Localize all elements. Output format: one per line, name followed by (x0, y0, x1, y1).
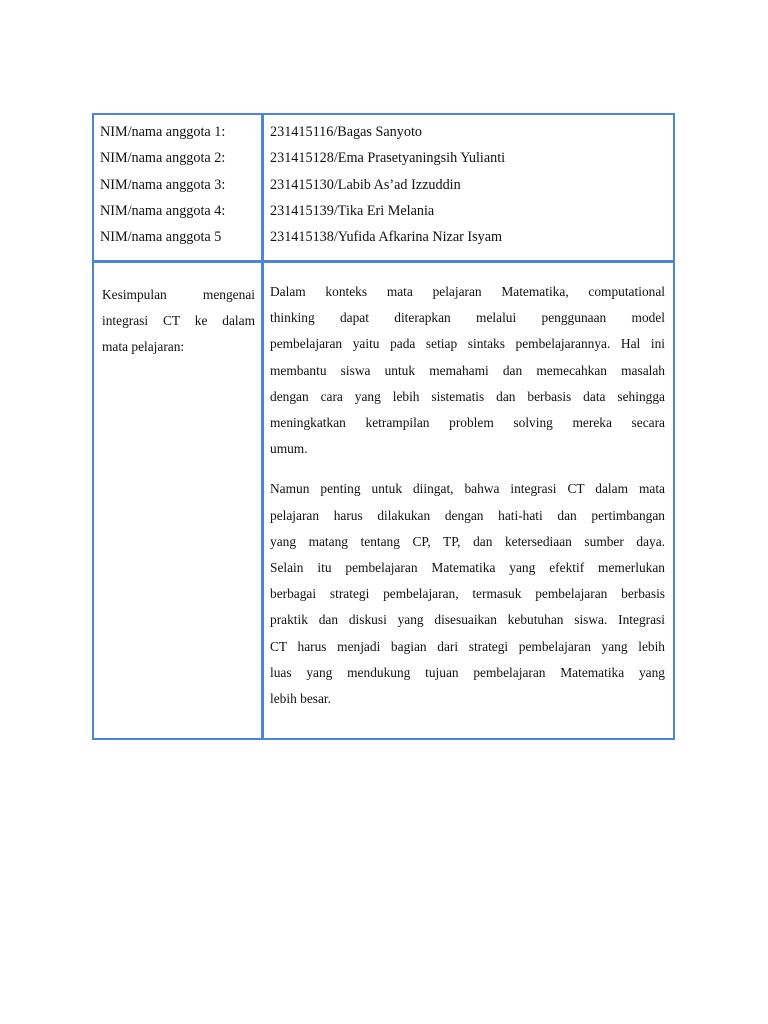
conclusion-paragraph-1 (270, 279, 665, 462)
paragraph-1-line: membantu siswa untuk memahami dan memecahkan masalah (270, 362, 665, 378)
conclusion-label-line-3: mata pelajaran: (102, 339, 185, 355)
member-label-4: NIM/nama anggota 4: (100, 202, 226, 219)
conclusion-text (264, 263, 673, 712)
conclusion-text-cell (264, 263, 673, 738)
paragraph-2-line: Selain itu pembelajaran Matematika yang efektif memerlukan (270, 560, 665, 576)
paragraph-2-line: pelajaran harus dilakukan dengan hati-hati dan pertimbangan (270, 507, 665, 523)
paragraph-2-line: lebih besar. (270, 691, 331, 707)
paragraph-2-line: berbagai strategi pembelajaran, termasuk pembelajaran berbasis (270, 586, 665, 602)
paragraph-1-line: Dalam konteks mata pelajaran Matematika, computational (270, 284, 665, 299)
member-value-1: 231415116/Bagas Sanyoto (270, 124, 422, 140)
paragraph-1-line: dengan cara yang lebih sistematis dan berbasis data sehingga (270, 388, 665, 404)
paragraph-2-line: Namun penting untuk diingat, bahwa integrasi CT dalam mata (270, 481, 665, 497)
member-value-5: 231415138/Yufida Afkarina Nizar Isyam (270, 229, 503, 246)
paragraph-2-line: praktik dan diskusi yang disesuaikan kebutuhan siswa. Integrasi (270, 612, 665, 628)
member-value-4: 231415139/Tika Eri Melania (270, 202, 435, 219)
member-label-3: NIM/nama anggota 3: (100, 176, 226, 193)
paragraph-2-line: luas yang mendukung tujuan pembelajaran Matematika yang (270, 664, 665, 680)
member-value-2: 231415128/Ema Prasetyaningsih Yulianti (270, 150, 506, 167)
member-labels-cell (94, 115, 264, 263)
conclusion-label-cell (94, 263, 264, 738)
paragraph-1-line: pembelajaran yaitu pada setiap sintaks pembelajarannya. Hal ini (270, 336, 665, 352)
conclusion-label-line-2: integrasi CT ke dalam (102, 313, 255, 329)
paragraph-2-line: CT harus menjadi bagian dari strategi pembelajaran yang lebih (270, 638, 665, 654)
member-label-1: NIM/nama anggota 1: (100, 124, 226, 140)
paragraph-1-line: thinking dapat diterapkan melalui penggunaan model (270, 310, 665, 326)
member-labels-list (94, 115, 261, 250)
conclusion-label-line-1: Kesimpulan mengenai (102, 287, 255, 302)
paragraph-1-line: meningkatkan ketrampilan problem solving mereka secara (270, 415, 665, 431)
member-values-list (264, 115, 673, 250)
member-label-2: NIM/nama anggota 2: (100, 150, 226, 167)
paragraph-2-line: yang matang tentang CP, TP, dan ketersediaan sumber daya. (270, 533, 665, 549)
member-label-5: NIM/nama anggota 5 (100, 229, 222, 246)
conclusion-label (94, 263, 261, 361)
paragraph-1-line: umum. (270, 441, 308, 457)
group-report-table (92, 113, 675, 740)
member-values-cell (264, 115, 673, 263)
conclusion-paragraph-2 (270, 476, 665, 712)
member-value-3: 231415130/Labib As’ad Izzuddin (270, 176, 461, 193)
